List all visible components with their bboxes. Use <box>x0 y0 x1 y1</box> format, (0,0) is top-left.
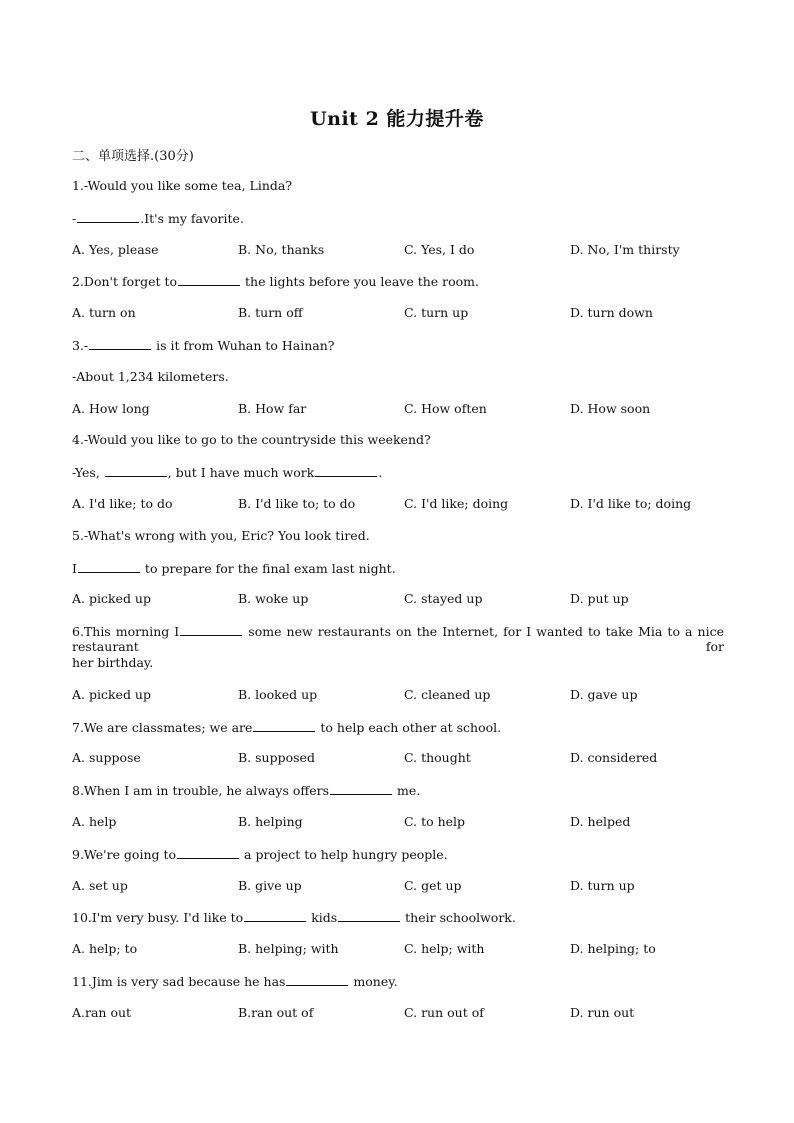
question-2-line-1 <box>72 273 479 289</box>
question-10-option-c[interactable]: C. help; with <box>404 941 485 957</box>
answer-blank[interactable] <box>244 909 306 922</box>
question-6-option-a[interactable]: A. picked up <box>72 686 151 702</box>
question-5-option-b[interactable]: B. woke up <box>238 591 309 607</box>
question-text: money. <box>349 974 398 989</box>
question-text: 11.Jim is very sad because he has <box>72 974 286 989</box>
question-text: to help each other at school. <box>316 719 502 735</box>
question-text: to prepare for the final exam last night. <box>140 560 396 576</box>
question-5-line-2 <box>72 560 396 576</box>
question-6-line-1 <box>72 623 724 654</box>
question-text: - <box>72 210 77 226</box>
question-8-option-a[interactable]: A. help <box>72 814 117 829</box>
question-4-option-c[interactable]: C. I'd like; doing <box>404 496 509 511</box>
answer-blank[interactable] <box>178 273 240 286</box>
question-text: her birthday. <box>72 655 154 670</box>
question-text: I <box>72 560 77 576</box>
answer-blank[interactable] <box>180 623 242 636</box>
question-text: -About 1,234 kilometers. <box>72 368 229 384</box>
question-6-option-c[interactable]: C. cleaned up <box>404 686 491 702</box>
question-5-line-1 <box>72 528 370 543</box>
question-2-option-a[interactable]: A. turn on <box>72 305 136 321</box>
question-6-line-2 <box>72 655 153 670</box>
question-1-line-1 <box>72 178 292 193</box>
answer-blank[interactable] <box>177 846 239 859</box>
question-3-line-2 <box>72 369 229 384</box>
question-10-option-a[interactable]: A. help; to <box>72 941 138 957</box>
question-text: me. <box>393 783 421 799</box>
answer-blank[interactable] <box>89 337 151 350</box>
answer-blank[interactable] <box>286 973 348 986</box>
answer-blank[interactable] <box>315 464 377 477</box>
answer-blank[interactable] <box>77 210 139 223</box>
question-text: -Yes, <box>72 465 104 481</box>
question-text: 10.I'm very busy. I'd like to <box>72 910 244 926</box>
question-8-line-1 <box>72 782 420 798</box>
answer-blank[interactable] <box>338 909 400 922</box>
question-11-line-1 <box>72 973 398 989</box>
question-2-option-c[interactable]: C. turn up <box>404 305 469 321</box>
answer-blank[interactable] <box>105 464 167 477</box>
question-11-option-a[interactable]: A.ran out <box>72 1004 132 1020</box>
question-10-option-b[interactable]: B. helping; with <box>238 941 339 957</box>
question-text: 3.- <box>72 338 89 353</box>
question-3-line-1 <box>72 337 335 353</box>
question-text: 2.Don't forget to <box>72 274 178 290</box>
question-text: the lights before you leave the room. <box>241 274 479 290</box>
question-9-option-b[interactable]: B. give up <box>238 877 302 893</box>
question-4-option-d[interactable]: D. I'd like to; doing <box>570 496 692 511</box>
question-11-option-c[interactable]: C. run out of <box>404 1004 484 1020</box>
question-text: their schoolwork. <box>401 910 516 926</box>
question-3-option-b[interactable]: B. How far <box>238 400 307 416</box>
answer-blank[interactable] <box>330 782 392 795</box>
question-5-option-c[interactable]: C. stayed up <box>404 591 483 607</box>
question-5-option-d[interactable]: D. put up <box>570 591 629 607</box>
question-4-option-b[interactable]: B. I'd like to; to do <box>238 496 356 511</box>
question-text: 4.-Would you like to go to the countryside this weekend? <box>72 432 431 448</box>
question-10-option-d[interactable]: D. helping; to <box>570 941 656 957</box>
question-4-line-1 <box>72 432 431 447</box>
question-text: 1.-Would you like some tea, Linda? <box>72 178 293 193</box>
question-11-option-b[interactable]: B.ran out of <box>238 1004 314 1020</box>
question-7-option-c[interactable]: C. thought <box>404 750 471 766</box>
question-8-option-c[interactable]: C. to help <box>404 814 466 829</box>
question-3-option-d[interactable]: D. How soon <box>570 400 651 416</box>
question-text: 9.We're going to <box>72 846 177 862</box>
question-6-option-d[interactable]: D. gave up <box>570 686 638 702</box>
question-1-line-2 <box>72 210 244 226</box>
question-11-option-d[interactable]: D. run out <box>570 1004 635 1020</box>
question-text: .It's my favorite. <box>140 210 244 226</box>
question-1-option-d[interactable]: D. No, I'm thirsty <box>570 241 680 257</box>
question-text: 5.-What's wrong with you, Eric? You look tired. <box>72 527 370 543</box>
question-text: is it from Wuhan to Hainan? <box>152 338 335 353</box>
question-1-option-c[interactable]: C. Yes, I do <box>404 241 475 257</box>
question-9-option-d[interactable]: D. turn up <box>570 877 635 893</box>
question-2-option-b[interactable]: B. turn off <box>238 305 303 321</box>
question-text: some new restaurants on the Internet, for I wanted to take Mia to a nice restaurant for <box>72 624 724 655</box>
question-9-line-1 <box>72 846 448 862</box>
question-5-option-a[interactable]: A. picked up <box>72 591 151 607</box>
question-2-option-d[interactable]: D. turn down <box>570 305 653 321</box>
question-text: 7.We are classmates; we are <box>72 719 253 735</box>
question-1-option-a[interactable]: A. Yes, please <box>72 241 159 257</box>
answer-blank[interactable] <box>78 560 140 573</box>
question-7-option-a[interactable]: A. suppose <box>72 750 141 766</box>
section-heading: 二、单项选择.(30分) <box>72 149 194 164</box>
question-6-option-b[interactable]: B. looked up <box>238 686 318 702</box>
question-9-option-c[interactable]: C. get up <box>404 877 462 893</box>
question-3-option-c[interactable]: C. How often <box>404 400 487 416</box>
question-text: , but I have much work <box>167 465 315 481</box>
question-text: . <box>378 465 383 481</box>
question-text: kids <box>307 910 338 926</box>
question-1-option-b[interactable]: B. No, thanks <box>238 241 325 257</box>
question-3-option-a[interactable]: A. How long <box>72 400 150 416</box>
question-text: a project to help hungry people. <box>240 846 448 862</box>
question-9-option-a[interactable]: A. set up <box>72 877 128 893</box>
question-10-line-1 <box>72 909 516 925</box>
question-7-line-1 <box>72 719 501 735</box>
question-4-option-a[interactable]: A. I'd like; to do <box>72 496 173 511</box>
question-text: 8.When I am in trouble, he always offers <box>72 783 330 799</box>
question-8-option-b[interactable]: B. helping <box>238 814 303 829</box>
page-title: Unit 2 能力提升卷 <box>310 108 484 130</box>
question-8-option-d[interactable]: D. helped <box>570 814 631 829</box>
question-text: 6.This morning I <box>72 624 180 640</box>
question-7-option-b[interactable]: B. supposed <box>238 750 315 766</box>
question-7-option-d[interactable]: D. considered <box>570 750 658 766</box>
question-4-line-2 <box>72 464 382 480</box>
answer-blank[interactable] <box>253 719 315 732</box>
